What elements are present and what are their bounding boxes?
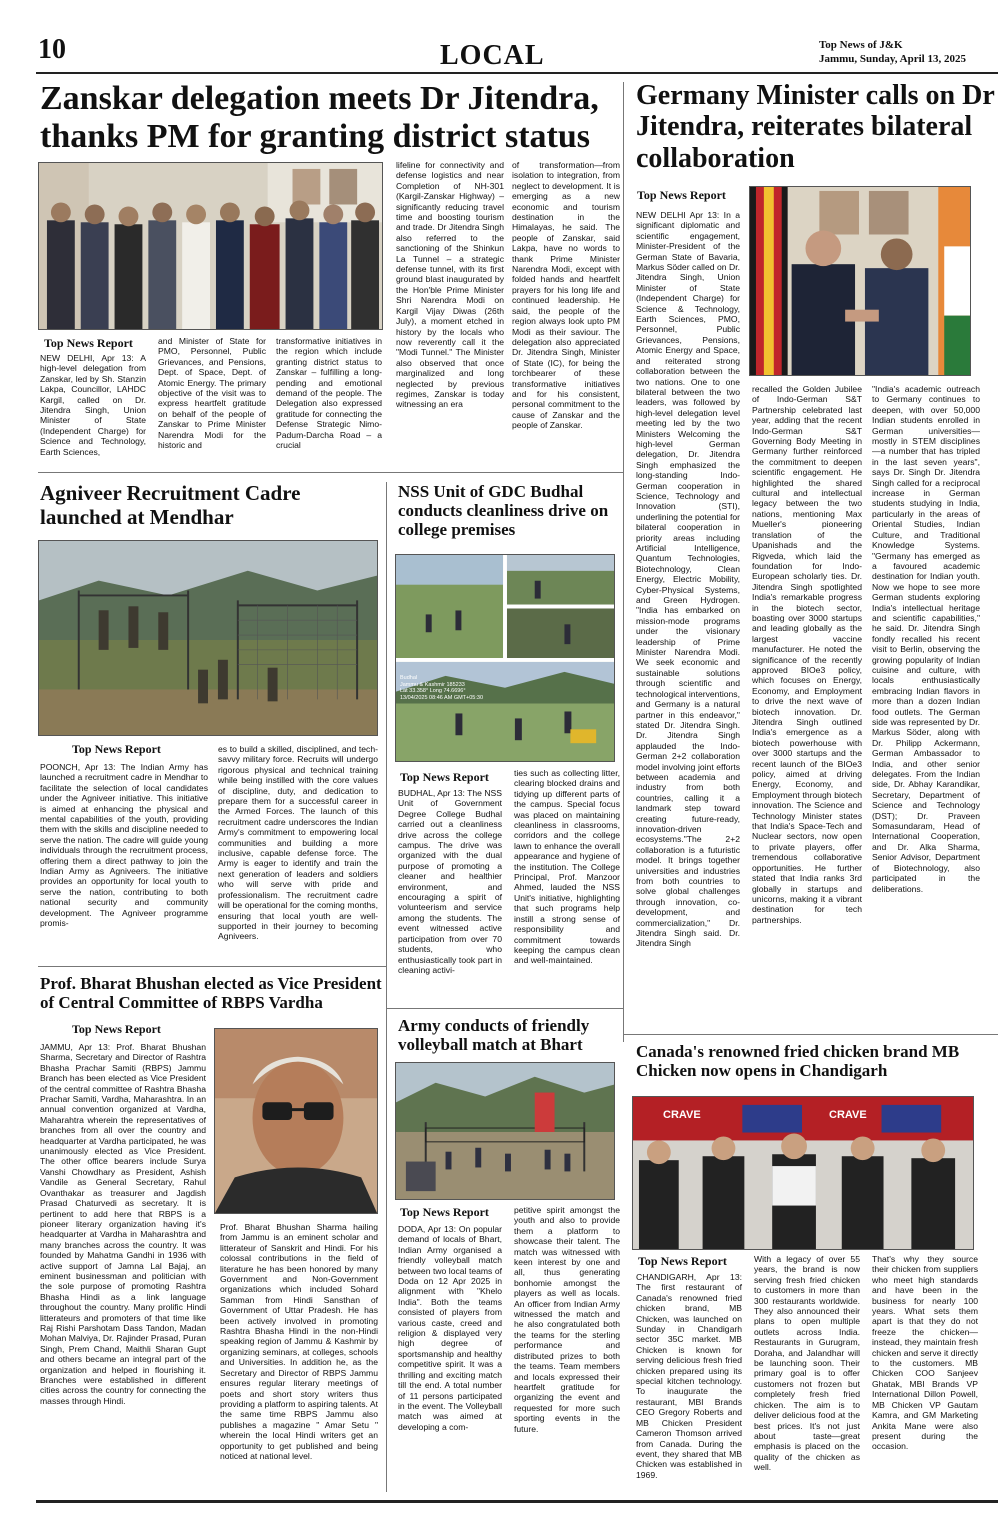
divider-vertical-left	[386, 482, 387, 1492]
germany-photo	[749, 186, 971, 376]
stamp-line-1: Budhal	[400, 675, 418, 681]
mbchicken-photo	[632, 1096, 974, 1250]
nss-byline: Top News Report	[400, 770, 489, 784]
nss-col-1: BUDHAL, Apr 13: The NSS Unit of Government Degree College Budhal carried out a cleanliness drive across the college campus. The drive was organized with the dual purpose of promoting a cleaner and healthier environment, and encouraging a spirit of volunteerism and service among the students. The event witnessed active participation from over 70 students, who enthusiastically took part in cleaning activi-	[398, 788, 502, 975]
rbps-byline: Top News Report	[72, 1022, 161, 1036]
rbps-headline: Prof. Bharat Bhushan elected as Vice President of Central Committee of RBPS Vardha	[40, 974, 382, 1013]
germany-byline: Top News Report	[637, 188, 726, 202]
germany-col-1: NEW DELHI Apr 13: In a significant diplomatic and scientific engagement, Minister-President of the German State of Bavaria, Markus Söder called on Dr. Jitendra Singh, Union Minister of State (Independent Charge) for Science & Technology, Earth Sciences, PMO, Personnel, Public Grievances, Pensions, Atomic Energy and Space, and reiterated strong collaboration between the two nations. One to one bilateral between the two leaders, was followed by high-level delegation level meeting led by the two Ministers Welcoming the high-level German delegation, Dr. Jitendra Singh emphasized the long-standing Indo-German cooperation in Science, Technology and Innovation (STI), underlining the potential for bilateral cooperation in priority areas including Artificial Intelligence, Quantum Technologies, Biotechnology, Clean Energy, Electric Mobility, Cyber-Physical Systems, and Green Hydrogen. "India has embarked on mission-mode programs under the visionary leadership of Prime Minister Narendra Modi. We seek economic and sustainable solutions through scientific and technological interventions, and Germany is a natural partner in this endeavor," stated Dr. Jitendra Singh. Dr. Jitendra Singh applauded the Indo-German 2+2 collaboration model involving joint efforts between academia and industry from both countries, calling it a landmark step toward creating future-ready, innovation-driven ecosystems."The 2+2 collaboration is a futuristic model. It brings together universities and industries from both countries to solve global challenges through innovation, co-development, and commercialization," Dr. Jitendra Singh said. Dr. Jitendra Singh	[636, 210, 740, 949]
agniveer-headline: Agniveer Recruitment Cadre launched at Mendhar	[40, 481, 301, 529]
germany-col-3: "India's academic outreach to Germany continues to deepen, with over 50,000 Indian students enrolled in German universities—mostly in STEM disciplines—a number that has tripled in the last seven years", says Dr. Singh Dr. Jitendra Singh called for a reciprocal increase in German students studying in India, particularly in the areas of Oriental Studies, Indian Culture, and Traditional Knowledge Systems. "Germany has emerged as a favoured academic destination for Indian youth. Now we hope to see more German students exploring India's intellectual heritage and scientific capabilities," he said. Dr. Jitendra Singh fondly recalled his recent visit to Berlin, observing the growing popularity of Indian cuisine and culture, with locals enthusiastically embracing Indian flavors in more than a dozen Indian food outlets. The German side was represented by Dr. Markus Söder, along with Dr. Philipp Ackermann, German Ambassador to India, and other senior delegates. From the Indian side, Dr. Abhay Karandikar, Secretary, Department of Science and Technology (DST); Dr. Praveen Somasundaram, Head of International Cooperation, and Dr. Alka Sharma, Senior Advisor, Department of Biotechnology, also participated in the deliberations.	[872, 384, 980, 894]
volleyball-byline: Top News Report	[400, 1205, 489, 1219]
mbchicken-headline: Canada's renowned fried chicken brand MB Chicken now opens in Chandigarh	[636, 1042, 960, 1081]
mbchicken-col-3: That's why they source their chicken from suppliers who meet high standards and have been in the business for nearly 100 years. What sets them apart is that they do not freeze the chicken—instead, they maintain fresh chicken and serve it directly to the customers. MB Chicken COO Sanjeev Ghatak, MBI Brands VP International Dillon Powell, MB Chicken VP Gautam Kamra, and GM Marketing Ankita Mane were also present during the occasion.	[872, 1254, 978, 1452]
rbps-col-1: JAMMU, Apr 13: Prof. Bharat Bhushan Sharma, Secretary and Director of Rashtra Bhasha Prachar Samiti (RBPS) Jammu Branch has been elected as Vice President of the central committee of Rashtra Bhasha Prachar Samiti, Vardha, Maharashtra. In an annual convention organized at Vardha, Maharahtra wherein the representatives of branches from all over the country and headquarter at Vardha participated, he was unanimously elected as Vice President. The other office bearers include Surya Vanshi Chowdhary as President, Ashish Vandile as General Secretary, Rahul Ovanthakar as treasurer and Jagdish Prasad Chaturvedi as secretary. It is pertinent to add here that RBPS is a pioneer literary organization having it's headquarter at Vardha in Maharashtra and many branches across the country. It was founded by Mahatma Gandhi in 1936 with active support of Jamna Lal Bajaj, an eminent businessman and politician with the sole purpose of promoting Rashtra Bhasha Hindi as a link language throughout the country. Many prolific Hindi litterateurs and promoters of that time like Raj Rishi Parshotam Dass Tandon, Madan Mohan Malviya, Dr. Rajinder Prasad, Puran Singh, Prem Chand, Maithli Sharan Gupt and others became an integral part of the organization and helped in flourishing it. Branches were established in different cities across the country for connecting the masses through Hindi.	[40, 1042, 206, 1406]
agniveer-col-1: POONCH, Apr 13: The Indian Army has launched a recruitment cadre in Mendhar to facilitate the selection of local candidates under the Agniveer initiative. This initiative is aimed at enhancing the physical and mental capabilities of the youth, providing them with the skills and discipline needed to serve the nation. The cadre will guide young individuals through the recruitment process, offering them a direct pathway to join the Indian Army as Agniveers. The initiative provides an opportunity for local youth to serve the nation, contributing to both national security and community development. The Agniveer programme promis-	[40, 762, 209, 929]
volleyball-headline: Army conducts of friendly volleyball match at Bhart	[398, 1016, 590, 1055]
agniveer-photo	[38, 540, 378, 736]
stamp-line-3: Lat 33.358° Long 74.6696°	[400, 688, 466, 694]
divider-vertical-main	[623, 82, 624, 1042]
nss-col-2: ties such as collecting litter, clearing blocked drains and tidying up different parts of the campus. Special focus was placed on maintaining cleanliness in classrooms, corridors and the college lawn to enhance the overall appearance and hygiene of the institution. The College Principal, Prof. Manzoor Ahmed, lauded the NSS Unit's initiative, highlighting that such programs help instill a strong sense of responsibility and commitment towards keeping the campus clean and well-maintained.	[514, 768, 620, 966]
section-title: LOCAL	[440, 40, 545, 71]
germany-col-2: recalled the Golden Jubilee of Indo-German S&T Partnership celebrated last year, adding that the recent Indo-German S&T Governing Body Meeting in Germany further reinforced the commitment to deepen scientific engagement. He highlighted the shared cultural and intellectual legacy between the two nations, mentioning Max Mueller's pioneering translation of the Upanishads and the Rigveda, which laid the foundation for Indo-European scholarly ties. Dr. Jitendra Singh spotlighted India's remarkable progress in the biotech sector, boasting over 3000 startups and leading globally as the largest vaccine manufacturer. He noted the significance of the recently approved BIOe3 policy, which focuses on Energy, Economy, and Employment to drive the next wave of biotech innovation. Dr. Jitendra Singh outlined India's emergence as a biotech powerhouse with over 3000 startups and the recent launch of the BIOe3 policy, aimed at driving Energy, Economy, and Employment through biotech innovation. The Science and Technology Minister states that India's Space-Tech and Nuclear sectors, now open to private players, offer tremendous collaborative opportunities. He further stated that India ranks 3rd globally in startups and unicorns, making it a vibrant destination for tech partnerships.	[752, 384, 862, 925]
crave-banner-text-right: CRAVE	[829, 1109, 867, 1121]
zanskar-photo	[38, 162, 383, 330]
mbchicken-col-2: With a legacy of over 55 years, the brand is now serving fresh fried chicken to customers in more than 300 restaurants worldwide. They also announced their plans to open multiple outlets across India. Restaurants in Gurugram, Doraha, and Jalandhar will be launching soon. Their primary goal is to offer customers not frozen but completely fresh fried chicken. The aim is to deliver delicious food at the best prices. It's not just about taste—great emphasis is placed on the quality of the chicken as well.	[754, 1254, 860, 1473]
crave-banner-text-left: CRAVE	[663, 1109, 701, 1121]
zanskar-col-4: lifeline for connectivity and defense logistics and near Completion of NH-301 (Kargil-Zanskar Highway) – significantly reducing travel time and boosting tourism and trade. Dr Jitendra Singh also referred to the sanctioning of the Shinkun La Tunnel – a strategic defense tunnel, with its first ground blast inaugurated by the Hon'ble Prime Minister Shri Narendra Modi on Kargil Vijay Diwas (26th July), a moment etched in history by the locals who now reverently call it the "Modi Tunnel." The Minister also observed that once marginalized and long neglected by previous regimes, Zanskar is today witnessing an era	[396, 160, 504, 410]
date-line: Jammu, Sunday, April 13, 2025	[818, 53, 966, 65]
rbps-col-2: Prof. Bharat Bhushan Sharma hailing from Jammu is an eminent scholar and litterateur of Sanskrit and Hindi. For his colossal contributions in the field of literature he has been honored by many Government and Non-Government organizations which included Sohard Samman from Hindi Sansthan of Government of Uttar Pradesh. He has been actively involved in promoting Rashtra Bhasha Hindi in the non-Hindi speaking region of Jammu & Kashmir by organizing seminars, at colleges, schools and Universities. In addition he, as the Secretary and Director of RBPS Jammu ensures regular literary meetings of poets and short story writers thus providing a platform to aspiring talents. At the same time RBPS Jammu also publishes a magazine " Amar Setu " wherein the local Hindi writers get an opportunity to get published and being noticed at national level.	[220, 1222, 378, 1461]
paper-name: Top News of J&K	[818, 39, 903, 51]
page-number: 10	[38, 34, 66, 65]
zanskar-byline: Top News Report	[44, 336, 133, 350]
top-rule	[36, 72, 998, 74]
agniveer-byline: Top News Report	[72, 742, 161, 756]
stamp-line-2: Jammu & Kashmir 185233	[400, 681, 465, 688]
divider-horizontal-1	[38, 472, 623, 473]
zanskar-col-1: NEW DELHI, Apr 13: A high-level delegation from Zanskar, led by Sh. Stanzin Lakpa, Councillor, LAHDC Kargil, called on Dr. Jitendra Singh, Union Minister of State (Independent Charge) for Science and Technology, Earth Sciences,	[40, 353, 146, 457]
zanskar-col-5: of transformation—from isolation to integration, from neglect to development. It is emerging as a new economic and tourism destination in the Himalayas, he said. The people of Zanskar, said Lakpa, have no words to thank Prime Minister Narendra Modi, except with folded hands and heartfelt prayers for his long life and continued leadership. He said, the people of the region always look upto PM Modi as their saviour. The delegation also appreciated Dr. Jitendra Singh, Minister of State (IC), for being the torchbearer of these transformative initiatives and for his consistent, personal commitment to the cause of Zanskar and the people of Zanskar.	[512, 160, 620, 431]
mbchicken-byline: Top News Report	[638, 1254, 727, 1268]
agniveer-col-2: es to build a skilled, disciplined, and tech-savvy military force. Recruits will undergo rigorous physical and technical training while being instilled with the core values of discipline, duty, and dedication to prepare them for a successful career in the Armed Forces. The launch of this recruitment cadre underscores the Indian Army's commitment to empowering local communities and building a more inclusive, capable defense force. The Army is eager to identify and train the next generation of leaders and soldiers who will serve with pride and professionalism. The recruitment cadre will be operational for the coming months, ensuring that local youth are well-supported in their journey to becoming Agniveers.	[218, 744, 378, 942]
bottom-rule	[36, 1500, 998, 1503]
zanskar-col-2: and Minister of State for PMO, Personnel, Public Grievances, and Pensions, Dept. of Space, Dept. of Atomic Energy. The primary objective of the visit was to express heartfelt gratitude on behalf of the people of Zanskar to Prime Minister Narendra Modi for the historic and	[158, 336, 266, 451]
nss-photo-collage	[395, 554, 615, 762]
stamp-line-4: 13/04/2025 08:46 AM GMT+05:30	[400, 694, 484, 701]
masthead-info	[819, 38, 966, 66]
rbps-portrait-photo	[214, 1028, 378, 1214]
volleyball-photo	[395, 1062, 615, 1200]
germany-headline: Germany Minister calls on Dr Jitendra, reiterates bilateral collaboration	[636, 80, 995, 174]
zanskar-col-3: transformative initiatives in the region which include granting district status to Zanskar – fulfilling a long-pending and emotional demand of the people. The Delegation also expressed gratitude for connecting the Defense Strategic Nimo-Padum-Darcha Road – a crucial	[276, 336, 382, 451]
nss-headline: NSS Unit of GDC Budhal conducts cleanliness drive on college premises	[398, 482, 609, 540]
zanskar-headline: Zanskar delegation meets Dr Jitendra, thanks PM for granting district status	[40, 80, 599, 156]
volleyball-col-1: DODA, Apr 13: On popular demand of locals of Bhart, Indian Army organised a friendly volleyball match between two local teams of Doda on 12 Apr 2025 in alignment with "Khelo India". Both the teams consisted of players from various caste, creed and religion & displayed very high degree of sportsmanship and healthy competitive spirit. It was a thrilling and exciting match till the end. A total number of 11 persons participated in the event. The Volleyball match was aimed at developing a com-	[398, 1224, 502, 1432]
mbchicken-col-1: CHANDIGARH, Apr 13: The first restaurant of Canada's renowned fried chicken brand, MB Chicken, was launched on Sunday in Chandigarh sector 35C market. MB Chicken is known for serving delicious fresh fried chicken prepared using its special kitchen technology. To inaugurate the restaurant, MBI Brands CEO Gregory Roberts and MB Chicken President Cameron Thomson arrived from Canada. During the event, they shared that MB Chicken was established in 1969.	[636, 1272, 742, 1480]
divider-horizontal-3	[386, 1008, 623, 1009]
divider-horizontal-2	[38, 966, 386, 967]
volleyball-col-2: petitive spirit amongst the youth and also to provide them a platform to showcase their talent. The match was witnessed with keen interest by one and all, thus generating bonhomie amongst the players as well as locals. An officer from Indian Army witnessed the match and he also congratulated both the teams for the sterling performance and distributed prizes to both the teams. Team members and locals expressed their heartfelt gratitude for organizing the event and requested for more such sporting events in the future.	[514, 1205, 620, 1434]
nss-photo-stamp	[400, 675, 483, 701]
